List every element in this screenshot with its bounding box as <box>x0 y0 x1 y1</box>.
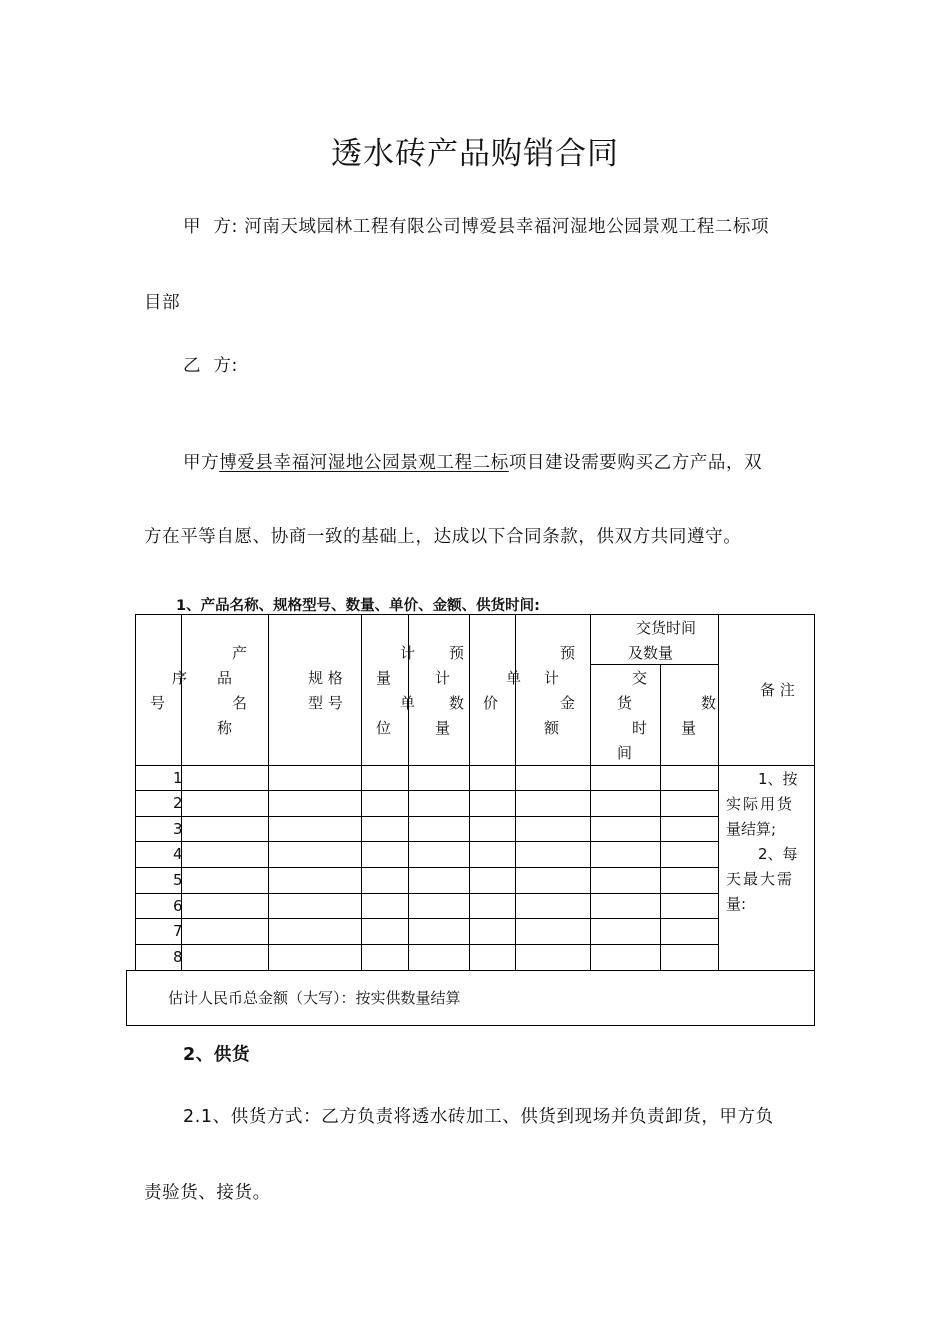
header-unit-1: 计 <box>400 644 416 662</box>
header-unit-2: 量 <box>376 669 392 687</box>
party-b-label: 乙 方: <box>183 356 239 376</box>
row-number: 8 <box>173 948 183 966</box>
header-delivery-time-4: 间 <box>617 744 633 762</box>
header-spec-1: 规 格 <box>308 669 343 687</box>
section-2-heading: 2、供货 <box>183 1045 251 1065</box>
row-number: 6 <box>173 897 183 915</box>
header-qty-3: 数 <box>449 694 465 712</box>
remarks-line: 1、按 <box>758 770 798 788</box>
header-remarks: 备 注 <box>760 681 795 699</box>
remarks-line: 2、每 <box>758 845 798 863</box>
header-delivery-time-3: 时 <box>632 719 648 737</box>
header-spec-2: 型 号 <box>308 694 343 712</box>
header-amount-2: 计 <box>544 669 560 687</box>
row-number: 1 <box>173 769 183 787</box>
header-qty-1: 预 <box>449 644 465 662</box>
header-delivery-group-2: 及数量 <box>628 644 674 662</box>
section-2-1-line-1: 2.1、供货方式：乙方负责将透水砖加工、供货到现场并负责卸货，甲方负 <box>183 1107 774 1127</box>
header-qty-4: 量 <box>435 719 451 737</box>
row-number: 4 <box>173 845 183 863</box>
total-amount-label: 估计人民币总金额（大写）：按实供数量结算 <box>168 989 461 1007</box>
row-number: 5 <box>173 871 183 889</box>
row-number: 7 <box>173 922 183 940</box>
header-amount-3: 金 <box>560 694 576 712</box>
header-amount-1: 预 <box>560 644 576 662</box>
intro-project-name: 博爱县幸福河湿地公园景观工程二标 <box>219 453 509 473</box>
header-unit-3: 单 <box>400 694 416 712</box>
remarks-line: 实际用货 <box>726 795 795 813</box>
party-a-line <box>183 213 769 238</box>
party-a-label: 甲 方: <box>183 217 239 237</box>
intro-prefix: 甲方 <box>183 453 220 473</box>
remarks-line: 量: <box>726 895 747 913</box>
header-product-3: 名 <box>232 694 248 712</box>
header-delivery-time-1: 交 <box>632 669 648 687</box>
row-number: 2 <box>173 794 183 812</box>
header-qty-2: 计 <box>435 669 451 687</box>
header-price-1: 单 <box>506 669 522 687</box>
intro-line-2: 方在平等自愿、协商一致的基础上，达成以下合同条款，供双方共同遵守。 <box>144 527 742 547</box>
header-product-2: 品 <box>217 669 233 687</box>
contract-title: 透水砖产品购销合同 <box>331 136 619 172</box>
party-a-name: 河南天域园林工程有限公司博爱县幸福河湿地公园景观工程二标项 <box>244 217 770 237</box>
header-delivery-group-1: 交货时间 <box>636 619 697 637</box>
intro-line-1 <box>183 449 762 474</box>
remarks-line: 量结算; <box>726 820 777 838</box>
row-number: 3 <box>173 820 183 838</box>
header-seq-2: 号 <box>150 694 166 712</box>
header-product-4: 称 <box>217 719 233 737</box>
header-delivery-qty-1: 数 <box>701 694 717 712</box>
header-unit-4: 位 <box>376 719 392 737</box>
party-a-name-continued: 目部 <box>144 293 181 313</box>
header-price-2: 价 <box>483 694 499 712</box>
header-delivery-qty-2: 量 <box>681 719 697 737</box>
remarks-line: 天最大需 <box>726 870 795 888</box>
header-delivery-time-2: 货 <box>617 694 633 712</box>
header-amount-4: 额 <box>544 719 560 737</box>
section-2-1-line-2: 责验货、接货。 <box>144 1183 271 1203</box>
section-1-heading: 1、产品名称、规格型号、数量、单价、金额、供货时间: <box>176 598 540 614</box>
header-product-1: 产 <box>232 644 248 662</box>
header-seq-1: 序 <box>172 669 188 687</box>
intro-rest: 项目建设需要购买乙方产品，双 <box>508 453 763 473</box>
